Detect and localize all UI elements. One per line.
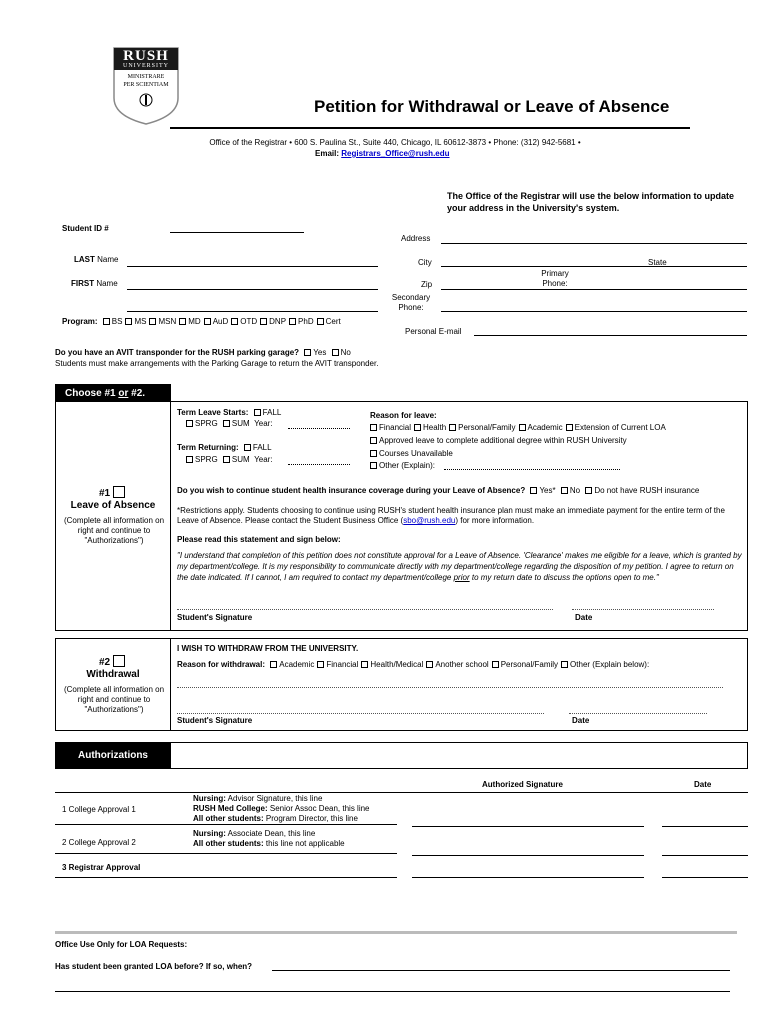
program-ms-checkbox[interactable] [125, 318, 132, 325]
wd-reason-other-explain-below-checkbox[interactable] [561, 661, 568, 668]
auth-row-2-rule [55, 853, 397, 854]
wd-explain-line[interactable] [177, 687, 723, 688]
last-name-field[interactable] [127, 266, 378, 267]
reason-health-label: Health [423, 423, 447, 432]
program-otd-checkbox[interactable] [231, 318, 238, 325]
reason-personal-family-label: Personal/Family [458, 423, 516, 432]
secondary-phone-label: Secondary Phone: [391, 293, 431, 312]
name-extra-line[interactable] [127, 311, 378, 312]
auth-header-rule [55, 792, 748, 793]
return-year-field[interactable] [288, 464, 350, 465]
loa-statement: "I understand that completion of this petition does not constitute approval for a Leave of Absence. 'Clearance' makes me eligible for a leave, which is granted by my department/college. It is my responsibility to communicate directly with my department/college regarding the disposition of my petition. I agree to return on the date indicated. If I cannot, I am required to contact my department/college prior to my return date to discuss the options open to me." [177, 551, 742, 582]
loa-checkbox[interactable] [113, 486, 125, 498]
city-label: City [418, 258, 432, 267]
secondary-phone-field[interactable] [441, 311, 747, 312]
wd-date-line[interactable] [569, 713, 707, 714]
title-rule [170, 127, 690, 129]
wd-reason-another-school-label: Another school [435, 660, 489, 669]
logo-emblem-icon [139, 93, 153, 107]
personal-email-label: Personal E-mail [405, 327, 462, 336]
auth-signature-header: Authorized Signature [482, 780, 563, 789]
address-label: Address [401, 234, 431, 243]
wd-reason-health-medical-checkbox[interactable] [361, 661, 368, 668]
auth-row-2-instructions: Nursing: Associate Dean, this line All other students: this line not applicable [193, 829, 345, 848]
wd-note: (Complete all information on right and continue to "Authorizations") [63, 685, 165, 714]
reason-leave-row1 [367, 423, 666, 432]
office-loa-answer-field[interactable] [272, 970, 730, 971]
auth-row-3-signature[interactable] [412, 877, 644, 878]
program-dnp-checkbox[interactable] [260, 318, 267, 325]
insurance-yes-checkbox[interactable] [530, 487, 537, 494]
student-id-field[interactable] [170, 232, 304, 233]
wd-reason-academic-checkbox[interactable] [270, 661, 277, 668]
auth-row-1-label: 1 College Approval 1 [62, 805, 136, 814]
auth-row-1-rule [55, 824, 397, 825]
zip-label: Zip [421, 280, 433, 289]
program-otd-label: OTD [240, 317, 258, 326]
auth-row-2-date[interactable] [662, 855, 748, 856]
reason-financial-checkbox[interactable] [370, 424, 377, 431]
leave-fall-checkbox[interactable] [254, 409, 261, 416]
leave-sprg-checkbox[interactable] [186, 420, 193, 427]
program-aud-label: AuD [212, 317, 229, 326]
wd-reason-other-explain-below-label: Other (Explain below): [570, 660, 650, 669]
registrar-email-link[interactable]: Registrars_Office@rush.edu [341, 149, 450, 158]
wd-reason-financial-checkbox[interactable] [317, 661, 324, 668]
logo-sub: UNIVERSITY [123, 63, 169, 69]
insurance-question: Do you wish to continue student health insurance coverage during your Leave of Absence? Yes* No Do not have RUSH insurance [177, 486, 700, 495]
loa-date-label: Date [575, 613, 593, 622]
reason-courses: Courses Unavailable [367, 449, 453, 458]
wd-reason-personal-family-label: Personal/Family [500, 660, 559, 669]
state-label: State [648, 258, 667, 267]
office-rule [55, 931, 737, 934]
return-sum-checkbox[interactable] [223, 456, 230, 463]
wd-reason-another-school-checkbox[interactable] [426, 661, 433, 668]
logo-name: RUSH [123, 48, 169, 64]
return-fall-checkbox[interactable] [244, 444, 251, 451]
logo-motto-2: PER SCIENTIAM [123, 82, 169, 88]
loa-note: (Complete all information on right and continue to "Authorizations") [63, 516, 165, 545]
reason-extension-of-current-loa-label: Extension of Current LOA [574, 423, 666, 432]
authorizations-header-box [170, 742, 748, 769]
reason-financial-label: Financial [379, 423, 412, 432]
term-leave-label: Term Leave Starts: FALL [177, 408, 282, 417]
first-name-label: FIRST Name [71, 279, 118, 288]
avit-note: Students must make arrangements with the Parking Garage to return the AVIT transponder. [55, 359, 379, 368]
wd-reason-financial-label: Financial [326, 660, 359, 669]
wd-reason-health-medical-label: Health/Medical [370, 660, 424, 669]
program-md-checkbox[interactable] [179, 318, 186, 325]
auth-row-1-date[interactable] [662, 826, 748, 827]
reason-extension-of-current-loa-checkbox[interactable] [566, 424, 573, 431]
registrar-email [315, 149, 450, 158]
wd-title: Withdrawal [86, 669, 140, 680]
reason-other-checkbox[interactable] [370, 462, 377, 469]
term-return-options: SPRG SUM Year: [183, 455, 273, 464]
avit-question: Do you have an AVIT transponder for the RUSH parking garage? Yes No [55, 348, 351, 357]
program-msn-label: MSN [158, 317, 177, 326]
student-id-label: Student ID # [62, 224, 109, 233]
program-cert-checkbox[interactable] [317, 318, 324, 325]
auth-row-2-signature[interactable] [412, 855, 644, 856]
wd-number: #2 [55, 655, 171, 668]
wd-checkbox[interactable] [113, 655, 125, 667]
zip-phone-field[interactable] [441, 289, 747, 290]
loa-title: Leave of Absence [70, 500, 156, 511]
auth-row-3-rule [55, 877, 397, 878]
auth-row-3-date[interactable] [662, 877, 748, 878]
avit-yes-checkbox[interactable] [304, 349, 311, 356]
loa-number: #1 [55, 486, 171, 499]
reason-personal-family-checkbox[interactable] [449, 424, 456, 431]
program-phd-checkbox[interactable] [289, 318, 296, 325]
program-md-label: MD [188, 317, 201, 326]
loa-date-line[interactable] [572, 609, 714, 610]
city-field[interactable] [441, 266, 747, 267]
wd-student-signature-line[interactable] [177, 713, 544, 714]
reason-approved: Approved leave to complete additional degree within RUSH University [367, 436, 627, 445]
reason-other-field[interactable] [444, 469, 620, 470]
program-bs-label: BS [111, 317, 123, 326]
program-bs-checkbox[interactable] [103, 318, 110, 325]
email-label: Email: [315, 149, 342, 158]
reason-courses-checkbox[interactable] [370, 450, 377, 457]
reason-health-checkbox[interactable] [414, 424, 421, 431]
wd-reason-personal-family-checkbox[interactable] [492, 661, 499, 668]
reason-other: Other (Explain): [367, 461, 435, 470]
insurance-note: *Restrictions apply. Students choosing to continue using RUSH's student health insurance plan must make an immediate payment for the entire term of the Leave of Absence. Please contact the Student Business Office (sbo@rush.edu) for more information. [177, 506, 725, 525]
program-phd-label: PhD [298, 317, 314, 326]
term-leave-options: SPRG SUM Year: [183, 419, 273, 428]
wd-reason-row: Reason for withdrawal: Academic Financial Health/Medical Another school Personal/Family Other (Explain below): [177, 660, 650, 669]
first-name-field[interactable] [127, 289, 378, 290]
page-title: Petition for Withdrawal or Leave of Absence [314, 97, 670, 116]
wd-date-label: Date [572, 716, 590, 725]
logo-motto-1: MINISTRARE [127, 74, 165, 80]
avit-no-checkbox[interactable] [332, 349, 339, 356]
registrar-address: Office of the Registrar • 600 S. Paulina St., Suite 440, Chicago, IL 60612-3873 • Phone: (312) 942-5681 • [209, 138, 581, 147]
wd-heading: I WISH TO WITHDRAW FROM THE UNIVERSITY. [177, 644, 359, 653]
wd-student-signature-label: Student's Signature [177, 716, 253, 725]
reason-academic-checkbox[interactable] [519, 424, 526, 431]
reason-leave-title: Reason for leave: [370, 411, 437, 420]
choose-header: Choose #1 or #2. [55, 384, 171, 402]
auth-row-1-instructions: Nursing: Advisor Signature, this line RUSH Med College: Senior Assoc Dean, this line All other students: Program Director, this line [193, 794, 370, 823]
auth-row-3-label: 3 Registrar Approval [62, 863, 141, 872]
insurance-no-checkbox[interactable] [561, 487, 568, 494]
program-row: Program: BS MS MSN MD AuD OTD DNP PhD Cert [62, 317, 341, 326]
read-sign-heading: Please read this statement and sign below: [177, 535, 341, 544]
insurance-none-checkbox[interactable] [585, 487, 592, 494]
reason-approved-checkbox[interactable] [370, 437, 377, 444]
address-notice: The Office of the Registrar will use the below information to update your address in the University's system. [447, 191, 735, 213]
last-name-label: LAST Name [74, 255, 119, 264]
program-ms-label: MS [134, 317, 147, 326]
reason-academic-label: Academic [527, 423, 563, 432]
office-use-title: Office Use Only for LOA Requests: [55, 940, 188, 949]
authorizations-header: Authorizations [55, 742, 171, 769]
auth-date-header: Date [694, 780, 712, 789]
wd-reason-academic-label: Academic [279, 660, 315, 669]
address-field[interactable] [441, 243, 747, 244]
leave-sum-checkbox[interactable] [223, 420, 230, 427]
auth-row-1-signature[interactable] [412, 826, 644, 827]
term-return-label: Term Returning: FALL [177, 443, 272, 452]
personal-email-field[interactable] [474, 335, 747, 336]
loa-student-signature-line[interactable] [177, 609, 553, 610]
auth-row-2-label: 2 College Approval 2 [62, 838, 136, 847]
primary-phone-label: Primary Phone: [541, 269, 569, 288]
program-dnp-label: DNP [269, 317, 287, 326]
program-cert-label: Cert [325, 317, 341, 326]
loa-student-signature-label: Student's Signature [177, 613, 253, 622]
program-aud-checkbox[interactable] [204, 318, 211, 325]
office-extra-line[interactable] [55, 991, 730, 992]
office-loa-question: Has student been granted LOA before? If so, when? [55, 962, 253, 971]
leave-year-field[interactable] [288, 428, 350, 429]
return-sprg-checkbox[interactable] [186, 456, 193, 463]
sbo-email-link[interactable]: sbo@rush.edu [403, 516, 456, 525]
program-msn-checkbox[interactable] [149, 318, 156, 325]
